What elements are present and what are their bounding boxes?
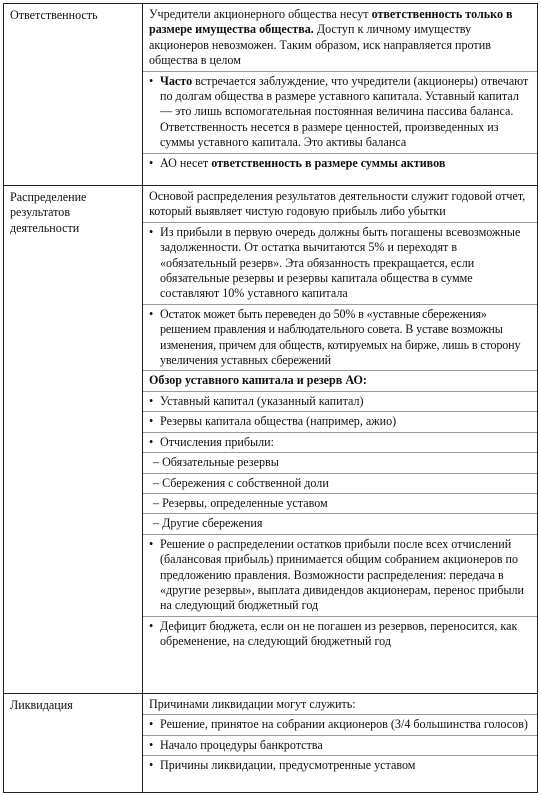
text: Доступ к личному имуществу акционеров невозможен. Таким образом, иск направляется против общества в целом <box>149 22 491 68</box>
list-item <box>143 71 537 151</box>
list-item <box>143 755 537 773</box>
bullet-icon: • <box>149 73 154 88</box>
row-label: Ликвидация <box>4 694 143 793</box>
sub-list-item: – Обязательные резервы <box>143 452 537 470</box>
intro-paragraph: Основой распределения результатов деятельности служит годовой отчет, который выявляет чистую годовую прибыль либо убытки <box>149 189 526 219</box>
text: встречается заблуждение, что учредители (акционеры) отвечают по долгам общества в размере уставного капитала. Уставный капитал — это лишь вспомогательная постоянная величина пассива баланса. Ответственность несется в размере ценностей, произведенных из суммы уставного капитала. Это активы баланса <box>160 73 529 150</box>
list-item <box>143 222 537 302</box>
row-content <box>143 186 538 694</box>
list-item-text: Уставный капитал (указанный капитал) <box>160 393 364 408</box>
list-item <box>143 432 537 450</box>
bullet-icon: • <box>149 224 154 239</box>
row-responsibility <box>4 4 538 186</box>
list-item-text: Остаток может быть переведен до 50% в «уставные сбережения» решением правления и наблюдательного совета. В уставе возможны изменения, причем для обществ, котируемых на бирже, лишь в сторону увеличения уставных сбережений <box>160 306 521 368</box>
list-item-text: Отчисления прибыли: <box>160 434 275 449</box>
subheading <box>143 370 537 388</box>
bold-text: Часто <box>160 73 193 88</box>
bullet-icon: • <box>149 737 154 752</box>
list-item <box>143 411 537 429</box>
list-item <box>143 534 537 614</box>
row-content <box>143 4 538 186</box>
list-item <box>143 616 537 650</box>
list-item <box>143 153 537 171</box>
list-item-text: Причины ликвидации, предусмотренные уставом <box>160 758 416 773</box>
bullet-icon: • <box>149 414 154 429</box>
bullet-icon: • <box>149 618 154 633</box>
list-item-text: Резервы капитала общества (например, ажио) <box>160 414 397 429</box>
list-item <box>143 391 537 409</box>
subheading-text: Обзор уставного капитала и резерв АО: <box>149 373 367 388</box>
text: Учредители акционерного общества несут <box>149 7 372 21</box>
bold-text: ответственность в размере суммы активов <box>211 155 446 170</box>
row-liquidation <box>4 694 538 793</box>
intro-paragraph <box>149 7 531 69</box>
info-table <box>3 3 538 793</box>
row-label: Ответственность <box>4 4 143 186</box>
bullet-icon: • <box>149 717 154 732</box>
list-item-text: Дефицит бюджета, если он не погашен из резервов, переносится, как обременение, на следующий бюджетный год <box>160 618 518 649</box>
bold-text: ответственность только в размере имущества общества. <box>149 7 513 37</box>
sub-list-item: – Другие сбережения <box>143 513 537 531</box>
row-distribution <box>4 186 538 694</box>
bullet-icon: • <box>149 434 154 449</box>
list-item <box>143 304 537 369</box>
bullet-icon: • <box>149 536 154 551</box>
list-item <box>143 735 537 753</box>
list-item-text: Решение, принятое на собрании акционеров (3/4 большинства голосов) <box>160 717 528 732</box>
bullet-icon: • <box>149 758 154 773</box>
text: АО несет <box>160 155 212 170</box>
bullet-icon: • <box>149 393 154 408</box>
row-label: Распределение результатов деятельности <box>4 186 143 694</box>
sub-list-item: – Резервы, определенные уставом <box>143 493 537 511</box>
list-item-text: Решение о распределении остатков прибыли после всех отчислений (балансовая прибыль) принимается общим собранием акционеров по предложению правления. Возможности распределения: передача в «другие резервы», выплата дивидендов акционерам, перенос прибыли на следующий бюджетный год <box>160 536 525 613</box>
row-content <box>143 694 538 793</box>
list-item <box>143 714 537 732</box>
list-item-text: Из прибыли в первую очередь должны быть погашены всевозможные задолженности. От остатка вычитаются 5% и переходят в «обязательный резерв». Эта обязанность прекращается, если обязательные резервы и резервы капитала общества в сумме составляют 10% уставного капитала <box>160 224 521 301</box>
intro-paragraph: Причинами ликвидации могут служить: <box>149 697 356 711</box>
list-item-text: Начало процедуры банкротства <box>160 737 323 752</box>
bullet-icon: • <box>149 306 154 321</box>
bullet-icon: • <box>149 155 154 170</box>
sub-list-item: – Сбережения с собственной доли <box>143 473 537 491</box>
